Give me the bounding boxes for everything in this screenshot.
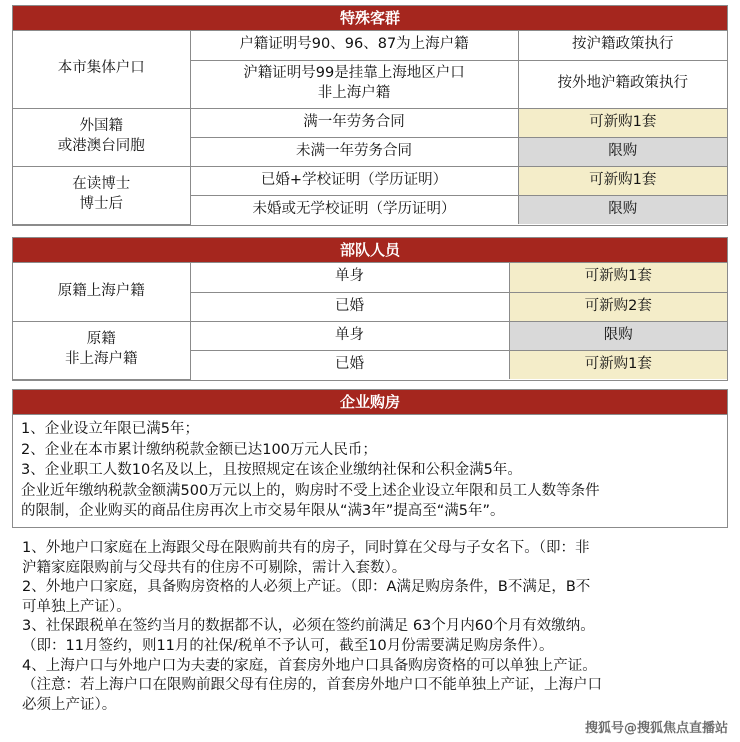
military-panel: [12, 237, 728, 381]
note-line: 2、外地户口家庭，具备购房资格的人必须上产证。（即：A满足购房条件，B不满足，B不: [22, 579, 591, 596]
enterprise-line: 的限制，企业购买的商品住房再次上市交易年限从“满3年”提高至“满5年”。: [21, 503, 505, 519]
result-cell: 可新购1套: [518, 166, 727, 195]
note-line: 必须上产证）。: [22, 696, 117, 713]
military-title: 部队人员: [13, 238, 727, 263]
group-line: 非上海户籍: [65, 351, 138, 367]
note-line: 4、上海户口与外地户口为夫妻的家庭，首套房外地户口具备购房资格的可以单独上产证。: [22, 657, 597, 674]
condition-cell: 户籍证明号90、96、87为上海户籍: [190, 31, 518, 60]
result-cell: 可新购1套: [509, 350, 727, 379]
group-cell: [13, 321, 190, 379]
group-line: 原籍: [86, 331, 116, 348]
condition-line: 沪籍证明号99是挂靠上海地区户口: [243, 65, 465, 82]
special-groups-panel: [12, 5, 728, 226]
condition-cell: 单身: [190, 263, 509, 292]
group-cell: [13, 166, 190, 224]
condition-cell: 已婚: [190, 292, 509, 321]
condition-cell: 单身: [190, 321, 509, 350]
note-line: 沪籍家庭限购前与父母共有的住房不可剔除，需计入套数）。: [22, 559, 407, 576]
condition-cell: 满一年劳务合同: [190, 108, 518, 137]
group-line: 在读博士: [72, 176, 131, 193]
group-line: 博士后: [79, 196, 123, 212]
notes: [22, 539, 728, 715]
table-row: [13, 108, 727, 137]
note-line: 1、外地户口家庭在上海跟父母在限购前共有的房子，同时算在父母与子女名下。（即：非: [22, 540, 590, 556]
note-line: 可单独上产证）。: [22, 598, 131, 615]
result-cell: 按外地沪籍政策执行: [518, 60, 727, 108]
enterprise-line: 2、企业在本市累计缴纳税款金额已达100万元人民币；: [21, 441, 377, 458]
enterprise-line: 1、企业设立年限已满5年；: [21, 421, 199, 437]
group-line: 或港澳台同胞: [57, 138, 145, 154]
enterprise-line: 企业近年缴纳税款金额满500万元以上的，购房时不受上述企业设立年限和员工人数等条件: [21, 482, 600, 499]
condition-cell: 未满一年劳务合同: [190, 137, 518, 166]
group-cell: 原籍上海户籍: [13, 263, 190, 321]
condition-cell: 已婚+学校证明（学历证明）: [190, 166, 518, 195]
note-line: （即：11月签约，则11月的社保/税单不予认可，截至10月份需要满足购房条件）。: [22, 637, 554, 654]
special-groups-title: 特殊客群: [13, 6, 727, 31]
result-cell: 限购: [509, 321, 727, 350]
group-line: 外国籍: [79, 118, 123, 135]
watermark: 搜狐号@搜狐焦点直播站: [584, 721, 728, 736]
note-line: （注意：若上海户口在限购前跟父母有住房的，首套房外地户口不能单独上产证，上海户口: [22, 677, 602, 694]
table-row: [13, 31, 727, 60]
condition-cell: [190, 60, 518, 108]
table-row: [13, 263, 727, 292]
table-row: [13, 166, 727, 195]
enterprise-conditions: [13, 415, 727, 527]
note-line: 3、社保跟税单在签约当月的数据都不认，必须在签约前满足 63个月内60个月有效缴纳。: [22, 618, 595, 635]
enterprise-title: 企业购房: [13, 390, 727, 415]
result-cell: 按沪籍政策执行: [518, 31, 727, 60]
table-row: [13, 321, 727, 350]
result-cell: 限购: [518, 137, 727, 166]
group-cell: [13, 108, 190, 166]
enterprise-panel: [12, 389, 728, 528]
result-cell: 可新购1套: [509, 263, 727, 292]
result-cell: 可新购2套: [509, 292, 727, 321]
condition-line: 非上海户籍: [317, 85, 391, 101]
condition-cell: 已婚: [190, 350, 509, 379]
condition-cell: 未婚或无学校证明（学历证明）: [190, 195, 518, 224]
group-cell: 本市集体户口: [13, 31, 190, 108]
result-cell: 可新购1套: [518, 108, 727, 137]
military-table: [13, 263, 727, 380]
special-groups-table: [13, 31, 727, 225]
enterprise-line: 3、企业职工人数10名及以上，且按照规定在该企业缴纳社保和公积金满5年。: [21, 462, 522, 478]
result-cell: 限购: [518, 195, 727, 224]
